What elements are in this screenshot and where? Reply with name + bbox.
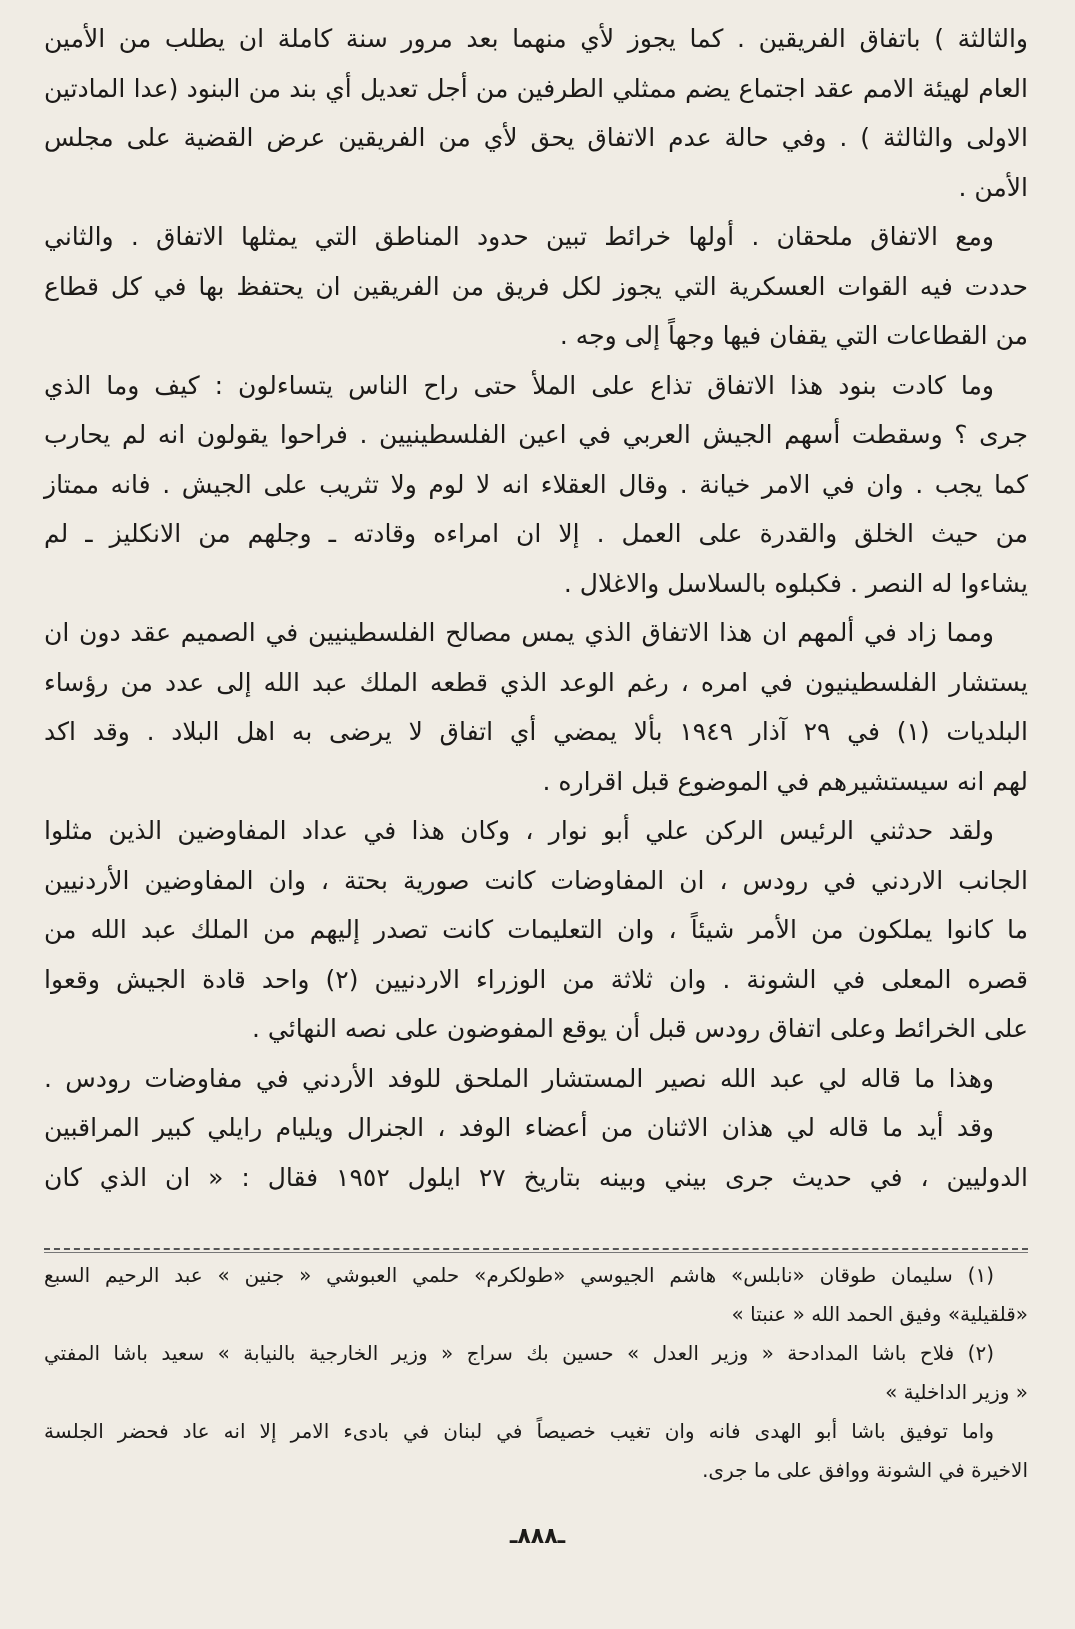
text-line: والثالثة ) باتفاق الفريقين . كما يجوز لأي منهما بعد مرور سنة كاملة ان يطلب من الأمين (44, 24, 1028, 53)
footnote-line: (١) سليمان طوقان «نابلس» هاشم الجيوسي «طولكرم» حلمي العبوشي « جنين » عبد الرحيم السبع (44, 1263, 994, 1287)
text-line: الأمن . (958, 172, 1028, 202)
text-line: يستشار الفلسطينيون في امره ، رغم الوعد الذي قطعه الملك عبد الله إلى عدد من رؤساء (44, 667, 1028, 697)
footnote-line: الاخيرة في الشونة ووافق على ما جرى. (702, 1458, 1028, 1482)
text-line: ما كانوا يملكون من الأمر شيئاً ، وان التعليمات كانت تصدر إليهم من الملك عبد الله من (44, 915, 1028, 944)
text-line: قصره المعلى في الشونة . وان ثلاثة من الوزراء الاردنيين (٢) واحد قادة الجيش وقعوا (44, 964, 1028, 994)
footnote-line: واما توفيق باشا أبو الهدى فانه وان تغيب خصيصاً في لبنان في بادىء الامر إلا انه عاد فحضر الجلسة (44, 1419, 994, 1443)
body-text (44, 14, 1028, 1202)
text-line: البلديات (١) في ٢٩ آذار ١٩٤٩ بألا يمضي أي اتفاق لا يرضى به اهل البلاد . وقد اكد (44, 717, 1028, 746)
text-line: وهذا ما قاله لي عبد الله نصير المستشار الملحق للوفد الأردني في مفاوضات رودس . (44, 1063, 994, 1093)
text-line: على الخرائط وعلى اتفاق رودس قبل أن يوقع المفوضون على نصه النهائي . (252, 1014, 1028, 1043)
text-line: ولقد حدثني الرئيس الركن علي أبو نوار ، وكان هذا في عداد المفاوضين الذين مثلوا (44, 816, 994, 845)
text-line: الاولى والثالثة ) . وفي حالة عدم الاتفاق يحق لأي من الفريقين عرض القضية على مجلس (44, 123, 1028, 152)
text-line: الدوليين ، في حديث جرى بيني وبينه بتاريخ ٢٧ ايلول ١٩٥٢ فقال : « ان الذي كان (44, 1162, 1028, 1192)
text-line: ومما زاد في ألمهم ان هذا الاتفاق الذي يمس مصالح الفلسطينيين في الصميم عقد دون ان (44, 618, 994, 647)
text-line: لهم انه سيستشيرهم في الموضوع قبل اقراره . (542, 766, 1028, 796)
footnote-line: «قلقيلية» وفيق الحمد الله « عنبتا » (731, 1302, 1028, 1326)
footnote-divider (44, 1248, 1028, 1250)
page-number: ـ٨٨٨ـ (509, 1524, 566, 1549)
footnote-divider-rule (44, 1252, 1028, 1253)
text-line: العام لهيئة الامم عقد اجتماع يضم ممثلي الطرفين من أجل تعديل أي بند من البنود (عدا المادتين (44, 73, 1028, 103)
text-line: وما كادت بنود هذا الاتفاق تذاع على الملأ حتى راح الناس يتساءلون : كيف وما الذي (44, 370, 994, 400)
text-line: وقد أيد ما قاله لي هذان الاثنان من أعضاء الوفد ، الجنرال ويليام رايلي كبير المراقبين (44, 1113, 994, 1142)
text-line: ومع الاتفاق ملحقان . أولها خرائط تبين حدود المناطق التي يمثلها الاتفاق . والثاني (44, 222, 994, 251)
text-line: الجانب الاردني في رودس ، ان المفاوضات كانت صورية بحتة ، وان المفاوضين الأردنيين (44, 865, 1028, 895)
text-line: من القطاعات التي يقفان فيها وجهاً إلى وجه . (559, 321, 1028, 350)
text-line: كما يجب . وان في الامر خيانة . وقال العقلاء انه لا لوم ولا تثريب على الجيش . فانه ممتاز (44, 469, 1028, 499)
footnotes (44, 1256, 1028, 1490)
text-line: من حيث الخلق والقدرة على العمل . إلا ان امراءه وقادته ـ وجلهم من الانكليز ـ لم (44, 519, 1028, 548)
footnote-line: « وزير الداخلية » (885, 1380, 1028, 1404)
text-line: يشاءوا له النصر . فكبلوه بالسلاسل والاغلال . (563, 568, 1028, 598)
text-line: حددت فيه القوات العسكرية التي يجوز لكل فريق من الفريقين ان يحتفظ بها في كل قطاع (44, 271, 1028, 301)
footnote-line: (٢) فلاح باشا المدادحة « وزير العدل » حسين بك سراج « وزير الخارجية بالنيابة » سعيد باشا المفتي (44, 1341, 994, 1365)
text-line: جرى ؟ وسقطت أسهم الجيش العربي في اعين الفلسطينيين . فراحوا يقولون انه لم يحارب (44, 420, 1028, 449)
